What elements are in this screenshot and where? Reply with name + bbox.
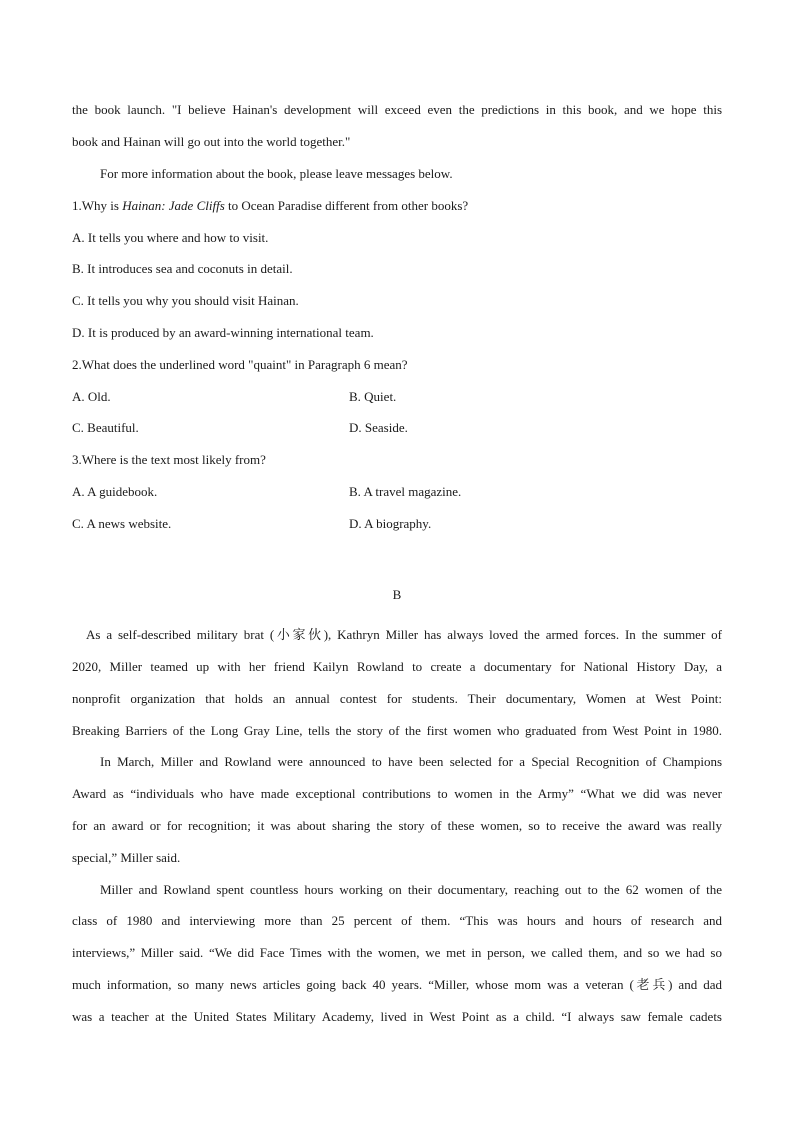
question-3-option-c: C. A news website. (72, 516, 172, 531)
passage-b-p2-line: special,” Miller said. (72, 850, 181, 865)
passage-b-p3-line: much information, so many news articles going back 40 years. “Miller, whose mom was a veteran (老兵) and dad (72, 977, 722, 992)
passage-b-p2-line: for an award or for recognition; it was about sharing the story of these women, so to receive the award was really (72, 818, 722, 833)
passage-b-p3-line: class of 1980 and interviewing more than 25 percent of them. “This was hours and hours of research and (72, 913, 722, 928)
passage-b-p1-line: Breaking Barriers of the Long Gray Line, tells the story of the first women who graduated from West Point in 1980. (72, 723, 722, 738)
passage-b-heading: B (392, 587, 402, 602)
question-1-option-b: B. It introduces sea and coconuts in detail. (72, 261, 293, 276)
question-2-option-c: C. Beautiful. (72, 420, 139, 435)
passage-a-line: the book launch. "I believe Hainan's development will exceed even the predictions in this book, and we hope this (72, 102, 722, 117)
question-2-option-b: B. Quiet. (349, 389, 397, 404)
question-1-option-a: A. It tells you where and how to visit. (72, 230, 269, 245)
passage-b-p1-line: nonprofit organization that holds an annual contest for students. Their documentary, Women at West Point: (72, 691, 722, 706)
book-title: Hainan: Jade Cliffs (122, 198, 225, 213)
question-3-option-a: A. A guidebook. (72, 484, 158, 499)
passage-b-p1-line: As a self-described military brat (小家伙), Kathryn Miller has always loved the armed forces. In the summer of (86, 627, 722, 642)
passage-b-p3-line: interviews,” Miller said. “We did Face Times with the women, we met in person, we called them, and so we had so (72, 945, 722, 960)
question-3-option-b: B. A travel magazine. (349, 484, 462, 499)
question-1-option-d: D. It is produced by an award-winning international team. (72, 325, 374, 340)
question-3-option-d: D. A biography. (349, 516, 432, 531)
passage-a-paragraph: For more information about the book, please leave messages below. (100, 166, 453, 181)
question-1-stem: 1.Why is Hainan: Jade Cliffs to Ocean Paradise different from other books? (72, 198, 469, 213)
question-2-stem: 2.What does the underlined word "quaint" in Paragraph 6 mean? (72, 357, 408, 372)
question-2-option-a: A. Old. (72, 389, 111, 404)
passage-b-p1-line: 2020, Miller teamed up with her friend Kailyn Rowland to create a documentary for National History Day, a (72, 659, 722, 674)
passage-a-line: book and Hainan will go out into the world together." (72, 134, 351, 149)
question-2-option-d: D. Seaside. (349, 420, 408, 435)
question-1-option-c: C. It tells you why you should visit Hainan. (72, 293, 299, 308)
passage-b-p2-line: Award as “individuals who have made exceptional contributions to women in the Army” “What we did was never (72, 786, 722, 801)
passage-b-p3-line: was a teacher at the United States Military Academy, lived in West Point as a child. “I always saw female cadets (72, 1009, 722, 1024)
question-3-stem: 3.Where is the text most likely from? (72, 452, 266, 467)
passage-b-p2-line: In March, Miller and Rowland were announced to have been selected for a Special Recognition of Champions (100, 754, 722, 769)
passage-b-p3-line: Miller and Rowland spent countless hours working on their documentary, reaching out to the 62 women of the (100, 882, 722, 897)
